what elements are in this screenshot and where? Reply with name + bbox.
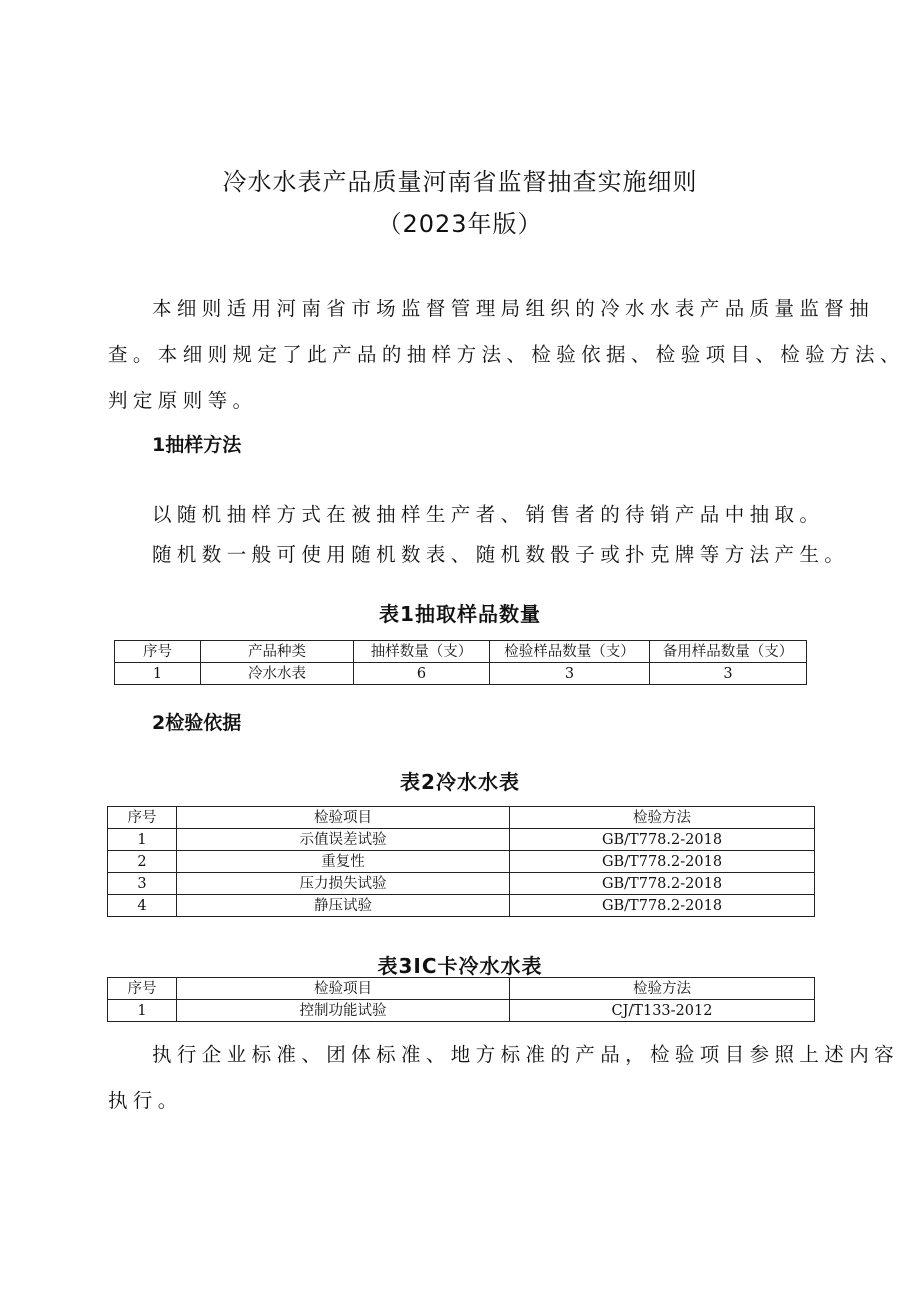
table-header-cell: 备用样品数量（支） [650,641,807,663]
table-1-caption: 表1抽取样品数量 [379,602,541,626]
table-cell: 1 [108,829,177,851]
table-1 [114,640,807,685]
intro-line-3: 判定原则等。 [108,389,258,412]
closing-line-1: 执行企业标准、团体标准、地方标准的产品，检验项目参照上述内容 [152,1043,900,1066]
table-row [108,829,815,851]
table-header-cell: 检验方法 [510,807,815,829]
table-cell: 示值误差试验 [177,829,510,851]
table-3-caption: 表3IC卡冷水水表 [377,954,543,978]
document-title: 冷水水表产品质量河南省监督抽查实施细则 [222,168,698,196]
table-row [108,873,815,895]
table-header-cell: 检验项目 [177,978,510,1000]
table-2-caption: 表2冷水水表 [400,770,520,794]
closing-line-2: 执行。 [108,1089,183,1112]
table-cell: GB/T778.2-2018 [510,895,815,917]
table-row [108,978,815,1000]
table-header-cell: 检验方法 [510,978,815,1000]
table-cell: GB/T778.2-2018 [510,873,815,895]
table-header-cell: 检验样品数量（支） [490,641,650,663]
table-cell: 控制功能试验 [177,1000,510,1022]
intro-line-2: 查。本细则规定了此产品的抽样方法、检验依据、检验项目、检验方法、 [108,343,905,366]
table-header-cell: 抽样数量（支） [354,641,490,663]
table-cell: 冷水水表 [201,663,354,685]
table-cell: 3 [490,663,650,685]
table-header-cell: 产品种类 [201,641,354,663]
table-cell: 6 [354,663,490,685]
table-3 [107,977,815,1022]
table-cell: CJ/T133-2012 [510,1000,815,1022]
table-row [115,641,807,663]
table-header-cell: 序号 [115,641,201,663]
table-cell: 压力损失试验 [177,873,510,895]
table-cell: GB/T778.2-2018 [510,829,815,851]
table-cell: 2 [108,851,177,873]
table-row [108,851,815,873]
table-row [108,895,815,917]
table-cell: GB/T778.2-2018 [510,851,815,873]
table-2 [107,806,815,917]
section-2-heading: 2检验依据 [152,712,242,734]
table-row [115,663,807,685]
table-header-cell: 检验项目 [177,807,510,829]
table-row [108,807,815,829]
section-1-paragraph-1: 以随机抽样方式在被抽样生产者、销售者的待销产品中抽取。 [152,503,825,526]
section-1-heading: 1抽样方法 [152,434,242,456]
table-row [108,1000,815,1022]
document-subtitle: （2023年版） [377,210,543,238]
table-cell: 3 [108,873,177,895]
table-cell: 1 [115,663,201,685]
table-cell: 1 [108,1000,177,1022]
table-cell: 3 [650,663,807,685]
table-cell: 静压试验 [177,895,510,917]
table-header-cell: 序号 [108,807,177,829]
table-cell: 4 [108,895,177,917]
intro-line-1: 本细则适用河南省市场监督管理局组织的冷水水表产品质量监督抽 [152,297,875,320]
section-1-paragraph-2: 随机数一般可使用随机数表、随机数骰子或扑克牌等方法产生。 [152,543,850,566]
table-header-cell: 序号 [108,978,177,1000]
table-cell: 重复性 [177,851,510,873]
